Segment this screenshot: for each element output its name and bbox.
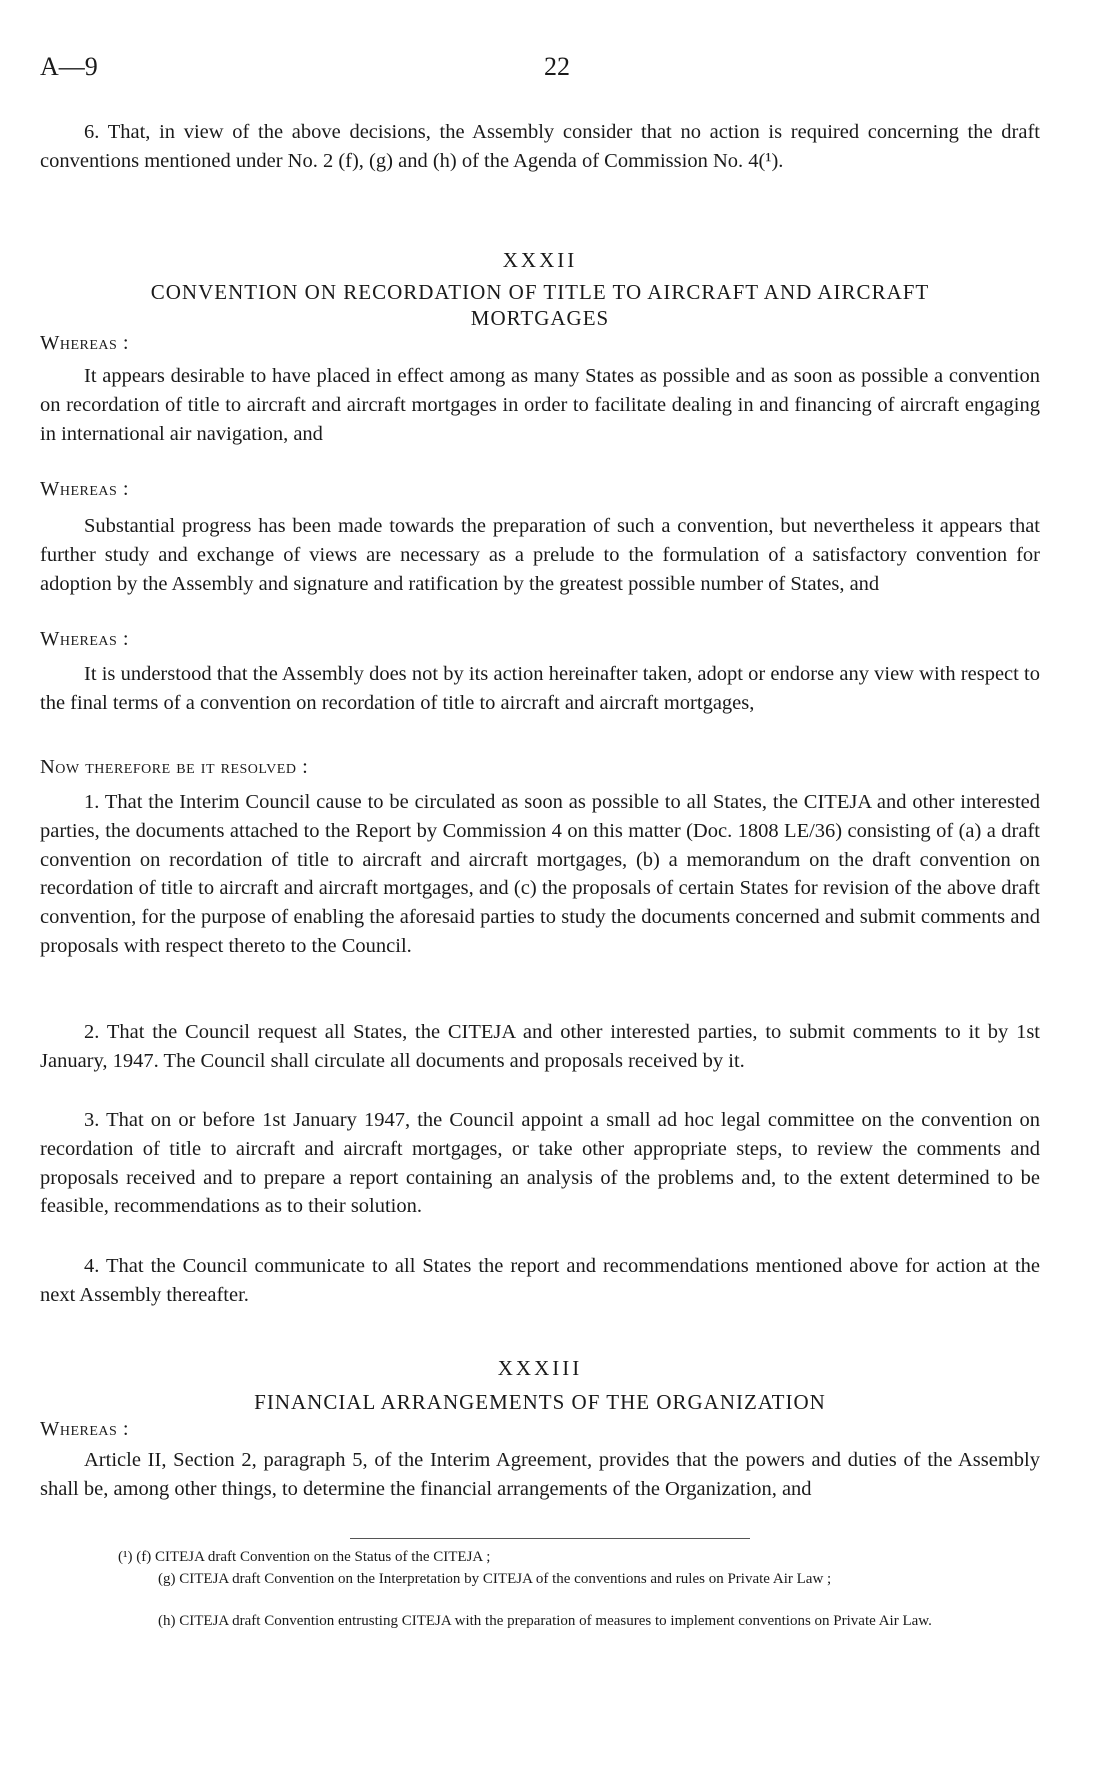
paragraph-6: 6. That, in view of the above decisions, the Assembly consider that no action is required concerning the draft conventions mentioned under No. 2 (f), (g) and (h) of the Agenda of Commission No. 4(¹). bbox=[40, 121, 1040, 172]
footnote-h: (h) CITEJA draft Convention entrusting CITEJA with the preparation of measures to implement conventions on Private Air Law. bbox=[158, 1613, 932, 1629]
whereas-label: Whereas : bbox=[40, 478, 130, 500]
page-number: 22 bbox=[544, 52, 570, 81]
document-code: A—9 bbox=[40, 52, 98, 81]
footnote-f: (¹) (f) CITEJA draft Convention on the Status of the CITEJA ; bbox=[118, 1549, 491, 1565]
resolution-item-1: 1. That the Interim Council cause to be circulated as soon as possible to all States, the CITEJA and other interested parties, the documents attached to the Report by Commission 4 on this matter (Doc. 1808 LE/36) consisting of (a) a draft convention on recordation of title to aircraft and aircraft mortgages, (b) a memorandum on the draft convention on recordation of title to aircraft and aircraft mortgages, and (c) the proposals of certain States for revision of the above draft convention, for the purpose of enabling the aforesaid parties to study the documents concerned and submit comments and proposals with respect thereto to the Council. bbox=[40, 791, 1040, 957]
resolution-33-number: XXXIII bbox=[497, 1356, 583, 1380]
resolution-32-title-line2: MORTGAGES bbox=[470, 306, 610, 330]
resolution-item-3: 3. That on or before 1st January 1947, the Council appoint a small ad hoc legal committee on the convention on recordation of title to aircraft and aircraft mortgages, or take other appropriate steps, to review the comments and proposals received and to prepare a report containing an analysis of the problems and, to the extent determined to be feasible, recommendations as to their solution. bbox=[40, 1109, 1040, 1218]
resolved-label: Now therefore be it resolved : bbox=[40, 756, 309, 778]
resolution-33-title: FINANCIAL ARRANGEMENTS OF THE ORGANIZATION bbox=[254, 1390, 826, 1414]
whereas-clause-3: It is understood that the Assembly does not by its action hereinafter taken, adopt or endorse any view with respect to the final terms of a convention on recordation of title to aircraft and aircraft mortgages, bbox=[40, 663, 1040, 714]
resolution-item-2: 2. That the Council request all States, the CITEJA and other interested parties, to submit comments to it by 1st January, 1947. The Council shall circulate all documents and proposals received by it. bbox=[40, 1021, 1040, 1072]
resolution-32-number: XXXII bbox=[502, 248, 578, 272]
whereas-clause-1: It appears desirable to have placed in effect among as many States as possible and as soon as possible a convention on recordation of title to aircraft and aircraft mortgages in order to facilitate dealing in and financing of aircraft engaging in international air navigation, and bbox=[40, 365, 1040, 445]
whereas-clause-2: Substantial progress has been made towards the preparation of such a convention, but nevertheless it appears that further study and exchange of views are necessary as a prelude to the formulation of a satisfactory convention for adoption by the Assembly and signature and ratification by the greatest possible number of States, and bbox=[40, 515, 1040, 595]
resolution-item-4: 4. That the Council communicate to all States the report and recommendations mentioned above for action at the next Assembly thereafter. bbox=[40, 1255, 1040, 1306]
whereas-label: Whereas : bbox=[40, 332, 130, 354]
footnote-divider bbox=[350, 1538, 750, 1539]
resolution-33-whereas-clause: Article II, Section 2, paragraph 5, of the Interim Agreement, provides that the powers and duties of the Assembly shall be, among other things, to determine the financial arrangements of the Organization, and bbox=[40, 1449, 1040, 1500]
whereas-label: Whereas : bbox=[40, 628, 130, 650]
resolution-32-title-line1: CONVENTION ON RECORDATION OF TITLE TO AIRCRAFT AND AIRCRAFT bbox=[150, 280, 930, 304]
whereas-label: Whereas : bbox=[40, 1418, 130, 1440]
footnote-g: (g) CITEJA draft Convention on the Interpretation by CITEJA of the conventions and rules on Private Air Law ; bbox=[158, 1571, 832, 1587]
